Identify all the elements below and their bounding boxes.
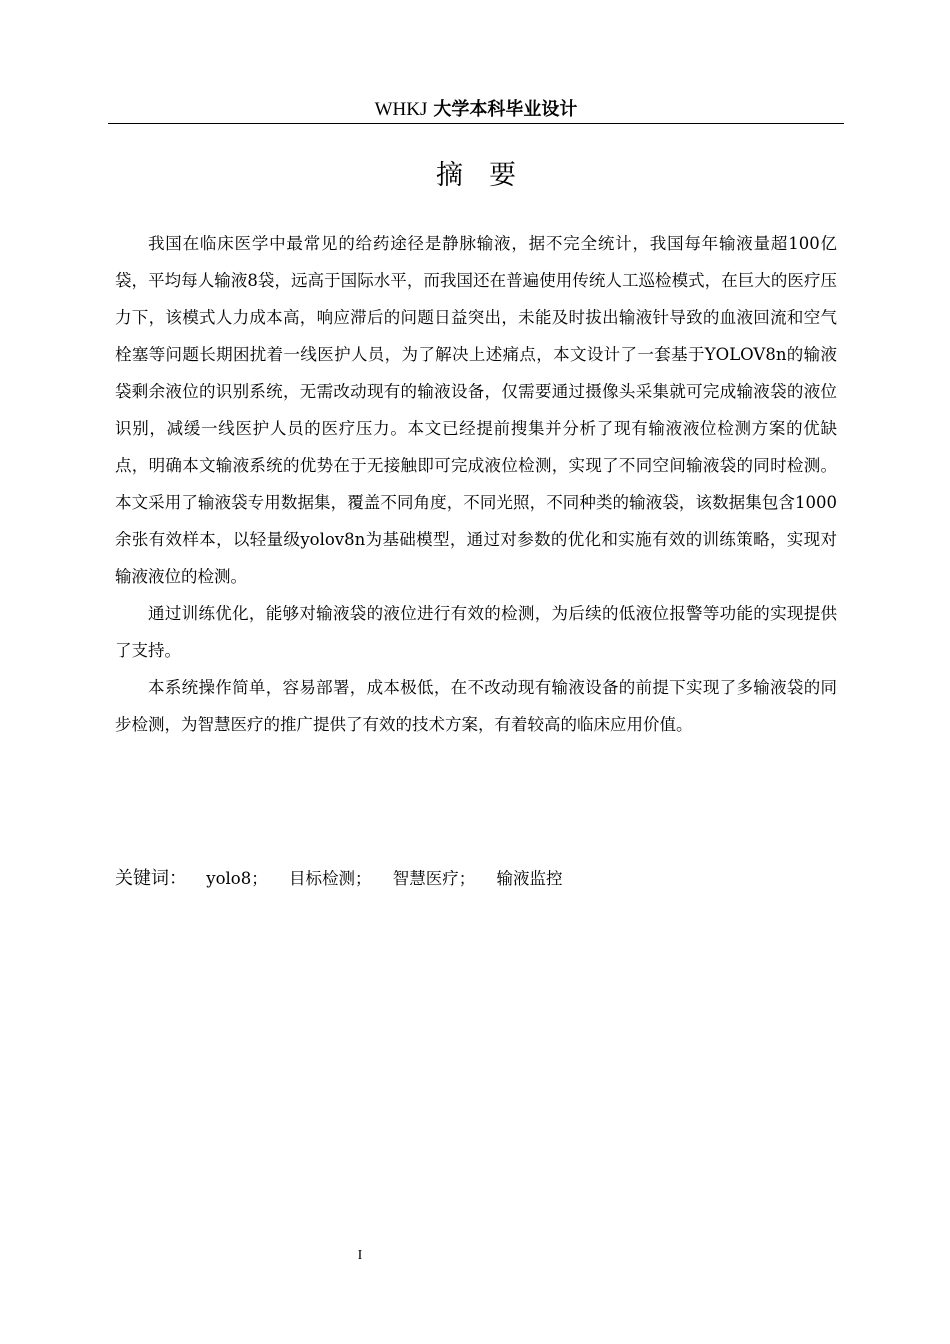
keyword-item: 目标检测； [288, 869, 372, 888]
keywords-label: 关键词： [115, 868, 187, 889]
keyword-item: 输液监控 [496, 869, 563, 888]
header-rule [108, 123, 844, 124]
abstract-paragraph: 通过训练优化，能够对输液袋的液位进行有效的检测，为后续的低液位报警等功能的实现提供了支持。 [115, 604, 837, 660]
keyword-item: yolo8； [206, 869, 268, 888]
page-number: I [357, 1248, 363, 1263]
abstract-paragraph: 我国在临床医学中最常见的给药途径是静脉输液，据不完全统计，我国每年输液量超100亿袋，平均每人输液8袋，远高于国际水平，而我国还在普遍使用传统人工巡检模式，在巨大的医疗压力下，该模式人力成本高，响应滞后的问题日益突出，未能及时拔出输液针导致的血液回流和空气栓塞等问题长期困扰着一线医护人员，为了解决上述痛点，本文设计了一套基于YOLOV8n的输液袋剩余液位的识别系统，无需改动现有的输液设备，仅需要通过摄像头采集就可完成输液袋的液位识别，减缓一线医护人员的医疗压力。本文已经提前搜集并分析了现有输液液位检测方案的优缺点，明确本文输液系统的优势在于无接触即可完成液位检测，实现了不同空间输液袋的同时检测。本文采用了输液袋专用数据集，覆盖不同角度，不同光照，不同种类的输液袋，该数据集包含1000余张有效样本，以轻量级yolov8n为基础模型，通过对参数的优化和实施有效的训练策略，实现对输液液位的检测。 [115, 234, 837, 586]
keywords-line [115, 862, 837, 896]
abstract-paragraph: 本系统操作简单，容易部署，成本极低，在不改动现有输液设备的前提下实现了多输液袋的同步检测，为智慧医疗的推广提供了有效的技术方案，有着较高的临床应用价值。 [115, 678, 837, 734]
header-school: WHKJ [374, 99, 428, 120]
keyword-item: 智慧医疗； [392, 869, 476, 888]
page-title: 摘要 [436, 160, 542, 191]
header-title: 大学本科毕业设计 [433, 99, 578, 120]
abstract-body [115, 225, 837, 743]
running-header [108, 96, 844, 122]
